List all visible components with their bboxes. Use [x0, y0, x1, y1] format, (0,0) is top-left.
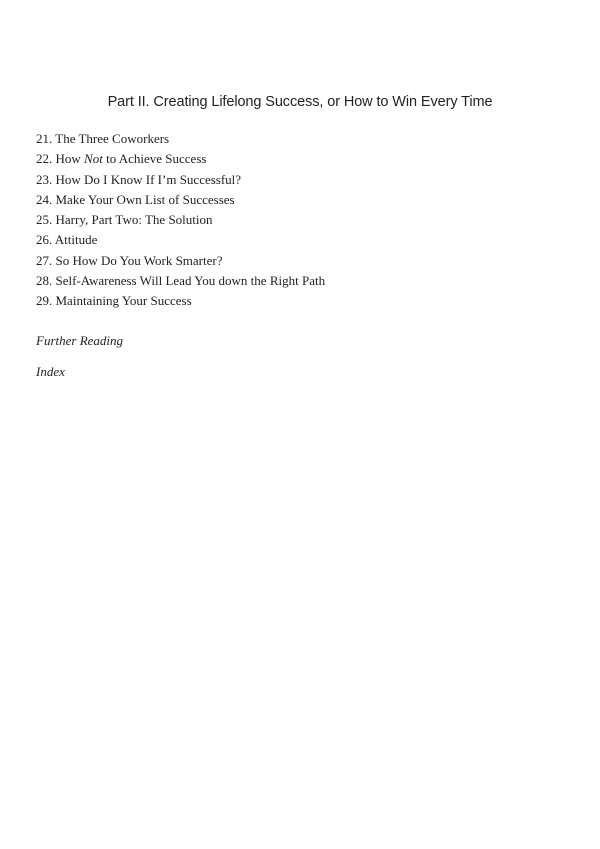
toc-entry-25[interactable] [36, 210, 325, 230]
toc-entry-26[interactable] [36, 230, 325, 250]
chapter-number: 26. [36, 232, 53, 248]
toc-entry-28[interactable] [36, 271, 325, 291]
index-entry[interactable]: Index [36, 364, 65, 379]
toc-entry-29[interactable] [36, 291, 325, 311]
chapter-number: 24. [36, 191, 53, 207]
chapter-number: 22. [36, 151, 53, 167]
chapter-title-emphasis: Not [84, 151, 103, 167]
chapter-title: The Three Coworkers [55, 131, 170, 146]
toc-entry-24[interactable] [36, 190, 325, 210]
chapter-number: 21. [36, 131, 53, 146]
chapter-number: 25. [36, 212, 53, 228]
part-title: Part II. Creating Lifelong Success, or How to Win Every Time [107, 94, 493, 110]
toc-entry-21[interactable] [36, 129, 325, 149]
toc-entry-27[interactable] [36, 251, 325, 271]
chapter-title: Self-Awareness Will Lead You down the Right Path [55, 273, 326, 289]
chapter-title: So How Do You Work Smarter? [55, 252, 223, 268]
toc-entry-23[interactable] [36, 170, 325, 190]
chapter-title-part: to Achieve Success [102, 151, 207, 167]
chapter-number: 23. [36, 171, 53, 187]
chapter-title: How Do I Know If I’m Successful? [55, 171, 242, 187]
chapter-title: Maintaining Your Success [55, 293, 192, 309]
table-of-contents [36, 129, 325, 312]
chapter-title: Attitude [54, 232, 98, 248]
toc-entry-22[interactable] [36, 149, 325, 169]
chapter-number: 27. [36, 252, 53, 268]
chapter-title-part: How [55, 151, 85, 167]
chapter-number: 29. [36, 293, 53, 309]
chapter-title: Harry, Part Two: The Solution [55, 212, 213, 228]
chapter-title: Make Your Own List of Successes [55, 191, 235, 207]
chapter-number: 28. [36, 273, 53, 289]
further-reading-entry[interactable]: Further Reading [36, 333, 124, 348]
